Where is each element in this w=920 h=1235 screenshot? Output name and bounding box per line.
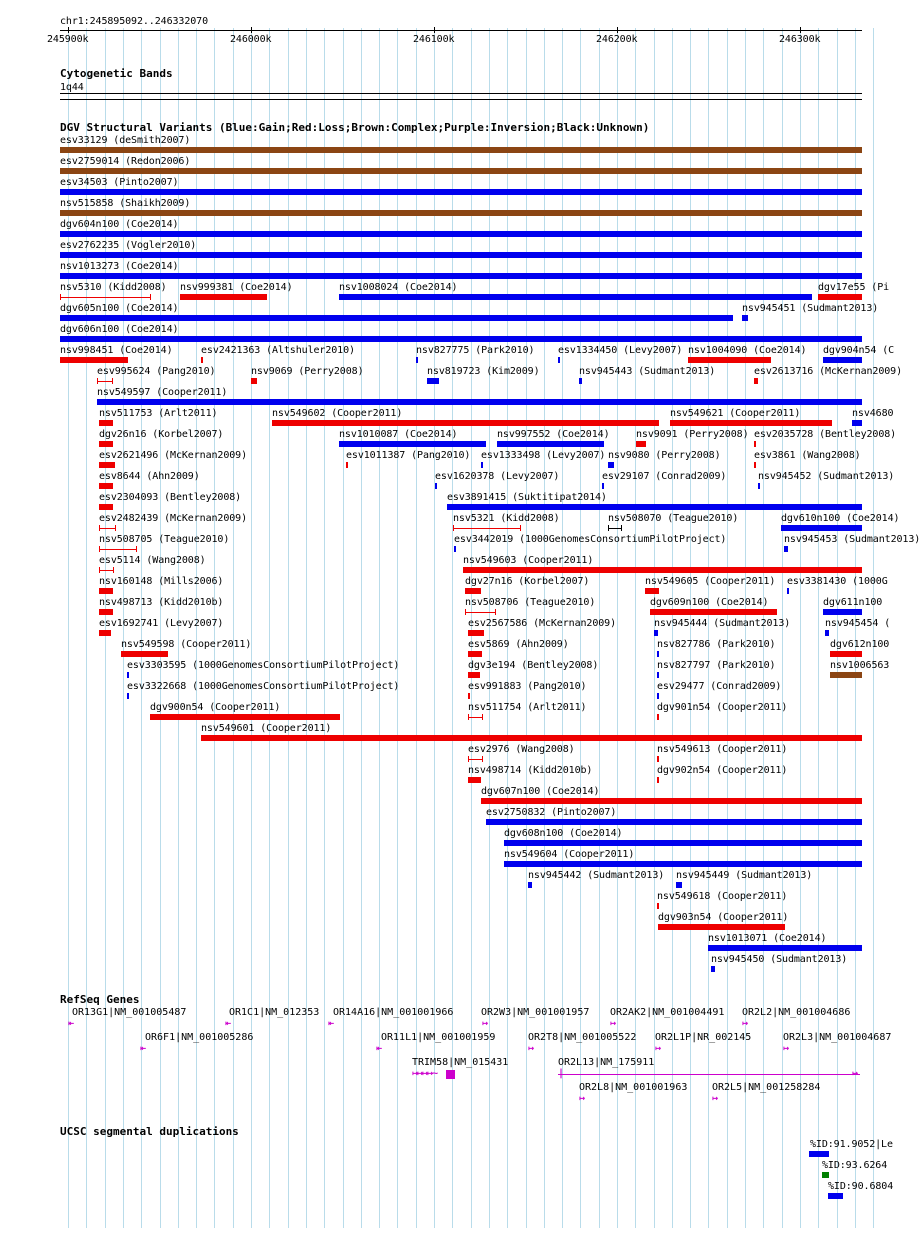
variant-label[interactable]: dgv612n100 (830, 639, 890, 650)
segdup-label[interactable]: %ID:90.6804 (828, 1181, 894, 1192)
gene-arrow-right-icon: ↦ (852, 1068, 859, 1079)
variant-feature[interactable] (657, 714, 659, 720)
grid-line (800, 28, 801, 1228)
gene-label[interactable]: OR11L1|NM_001001959 (381, 1032, 496, 1043)
position-label: chr1:245895092..246332070 (60, 16, 209, 27)
variant-feature[interactable] (468, 717, 482, 718)
variant-feature-end (99, 525, 100, 531)
variant-feature[interactable] (468, 630, 484, 636)
variant-label[interactable]: dgv902n54 (Cooper2011) (657, 765, 788, 776)
cytoband-band-top[interactable] (60, 93, 862, 94)
variant-label[interactable]: nsv4680 (852, 408, 894, 419)
variant-label[interactable]: esv3322668 (1000GenomesConsortiumPilotProject) (127, 681, 400, 692)
grid-line (343, 28, 344, 1228)
variant-feature-end (99, 546, 100, 552)
gene-label[interactable]: OR14A16|NM_001001966 (333, 1007, 454, 1018)
variant-feature-end (453, 525, 454, 531)
segdup-feature[interactable] (828, 1193, 843, 1199)
grid-line (397, 28, 398, 1228)
variant-feature[interactable] (99, 609, 113, 615)
variant-label[interactable]: esv1011387 (Pang2010) (346, 450, 471, 461)
variant-label[interactable]: dgv26n16 (Korbel2007) (99, 429, 224, 440)
gene-arrow-right-icon[interactable]: ↦ (783, 1043, 790, 1054)
variant-feature-end (97, 378, 98, 384)
variant-feature[interactable] (99, 570, 113, 571)
variant-feature[interactable] (481, 462, 483, 468)
variant-feature-end (468, 756, 469, 762)
variant-label[interactable]: nsv945442 (Sudmant2013) (528, 870, 665, 881)
variant-feature[interactable] (657, 756, 659, 762)
gene-label[interactable]: OR2T8|NM_001005522 (528, 1032, 637, 1043)
variant-feature[interactable] (676, 882, 682, 888)
gene-arrow-right-icon[interactable]: ↦ (712, 1093, 719, 1104)
gene-arrow-right-icon[interactable]: ↦ (528, 1043, 535, 1054)
variant-label[interactable]: esv3381430 (1000G (787, 576, 888, 587)
variant-feature[interactable] (180, 294, 267, 300)
variant-feature[interactable] (150, 714, 340, 720)
variant-feature[interactable] (711, 966, 715, 972)
variant-label[interactable]: esv1334450 (Levy2007) (558, 345, 683, 356)
variant-label[interactable]: dgv609n100 (Coe2014) (650, 597, 769, 608)
variant-label[interactable]: dgv903n54 (Cooper2011) (658, 912, 789, 923)
variant-feature[interactable] (99, 504, 113, 510)
gene-label[interactable]: OR2L2|NM_001004686 (742, 1007, 851, 1018)
variant-label[interactable]: dgv27n16 (Korbel2007) (465, 576, 590, 587)
variant-feature[interactable] (99, 549, 136, 550)
grid-line (635, 28, 636, 1228)
variant-label[interactable]: esv2976 (Wang2008) (468, 744, 575, 755)
variant-label[interactable]: nsv549597 (Cooper2011) (97, 387, 228, 398)
variant-label[interactable]: nsv9069 (Perry2008) (251, 366, 364, 377)
ruler-tick (251, 27, 252, 33)
variant-label[interactable]: nsv498714 (Kidd2010b) (468, 765, 593, 776)
variant-feature[interactable] (504, 840, 862, 846)
grid-line (269, 28, 270, 1228)
variant-feature[interactable] (658, 924, 785, 930)
variant-feature[interactable] (465, 612, 495, 613)
variant-label[interactable]: nsv549621 (Cooper2011) (670, 408, 801, 419)
variant-label[interactable]: nsv511753 (Arlt2011) (99, 408, 218, 419)
variant-feature[interactable] (787, 588, 789, 594)
variant-feature[interactable] (272, 420, 659, 426)
variant-label[interactable]: nsv819723 (Kim2009) (427, 366, 540, 377)
variant-label[interactable]: nsv945444 (Sudmant2013) (654, 618, 791, 629)
variant-feature[interactable] (670, 420, 832, 426)
variant-label[interactable]: nsv945451 (Sudmant2013) (742, 303, 879, 314)
variant-feature[interactable] (60, 336, 862, 342)
variant-label[interactable]: dgv607n100 (Coe2014) (481, 786, 600, 797)
variant-label[interactable]: esv2750832 (Pinto2007) (486, 807, 617, 818)
variant-feature-end (621, 525, 622, 531)
variant-label[interactable]: nsv827797 (Park2010) (657, 660, 776, 671)
variant-feature[interactable] (468, 777, 481, 783)
variant-label[interactable]: nsv549601 (Cooper2011) (201, 723, 332, 734)
variant-label[interactable]: nsv945453 (Sudmant2013) (784, 534, 920, 545)
variant-feature[interactable] (657, 693, 659, 699)
variant-label[interactable]: nsv549605 (Cooper2011) (645, 576, 776, 587)
variant-feature[interactable] (602, 483, 604, 489)
variant-feature[interactable] (339, 294, 812, 300)
variant-label[interactable]: dgv611n100 (823, 597, 883, 608)
variant-feature-end (115, 525, 116, 531)
variant-feature[interactable] (427, 378, 439, 384)
variant-feature[interactable] (99, 462, 115, 468)
variant-feature[interactable] (453, 528, 520, 529)
ruler-tick-label: 246000k (230, 34, 272, 45)
variant-label[interactable]: nsv945452 (Sudmant2013) (758, 471, 895, 482)
variant-label[interactable]: nsv515858 (Shaikh2009) (60, 198, 191, 209)
variant-feature[interactable] (251, 378, 257, 384)
variant-label[interactable]: nsv945450 (Sudmant2013) (711, 954, 848, 965)
grid-line (617, 28, 618, 1228)
segdup-track-title[interactable]: UCSC segmental duplications (60, 1125, 239, 1138)
variant-label[interactable]: dgv904n54 (C (823, 345, 895, 356)
variant-label[interactable]: esv2035728 (Bentley2008) (754, 429, 897, 440)
variant-feature-end (520, 525, 521, 531)
variant-label[interactable]: dgv605n100 (Coe2014) (60, 303, 179, 314)
variant-feature-end (113, 567, 114, 573)
variant-label[interactable]: dgv610n100 (Coe2014) (781, 513, 900, 524)
variant-label[interactable]: nsv998451 (Coe2014) (60, 345, 173, 356)
variant-feature[interactable] (465, 588, 481, 594)
variant-label[interactable]: esv2759014 (Redon2006) (60, 156, 191, 167)
dgv-track-title[interactable]: DGV Structural Variants (Blue:Gain;Red:Loss;Brown:Complex;Purple:Inversion;Black:Unknown) (60, 121, 650, 134)
variant-label[interactable]: esv1333498 (Levy2007) (481, 450, 606, 461)
variant-label[interactable]: esv2421363 (Altshuler2010) (201, 345, 355, 356)
variant-label[interactable]: nsv945443 (Sudmant2013) (579, 366, 716, 377)
variant-feature-end (99, 567, 100, 573)
variant-feature[interactable] (60, 189, 862, 195)
variant-label[interactable]: esv3891415 (Suktitipat2014) (447, 492, 607, 503)
variant-label[interactable]: nsv1006563 (830, 660, 890, 671)
variant-label[interactable]: esv995624 (Pang2010) (97, 366, 216, 377)
variant-feature[interactable] (579, 378, 582, 384)
variant-feature[interactable] (468, 759, 482, 760)
variant-label[interactable]: dgv900n54 (Cooper2011) (150, 702, 281, 713)
variant-feature[interactable] (99, 528, 115, 529)
variant-feature[interactable] (60, 210, 862, 216)
variant-feature[interactable] (818, 294, 862, 300)
variant-feature[interactable] (99, 630, 111, 636)
variant-feature-end (465, 609, 466, 615)
variant-feature[interactable] (830, 672, 862, 678)
variant-label[interactable]: nsv508706 (Teague2010) (465, 597, 596, 608)
variant-feature-end (482, 756, 483, 762)
variant-label[interactable]: dgv3e194 (Bentley2008) (468, 660, 599, 671)
variant-label[interactable]: nsv549603 (Cooper2011) (463, 555, 594, 566)
variant-label[interactable]: esv33129 (deSmith2007) (60, 135, 191, 146)
variant-label[interactable]: nsv549604 (Cooper2011) (504, 849, 635, 860)
gene-arrow-right-icon[interactable]: ↦ (482, 1018, 489, 1029)
ruler-line (60, 30, 862, 31)
variant-feature-end (608, 525, 609, 531)
variant-feature[interactable] (60, 315, 733, 321)
variant-feature[interactable] (201, 735, 862, 741)
ruler-tick (434, 27, 435, 33)
variant-feature[interactable] (60, 147, 862, 153)
variant-label[interactable]: esv3442019 (1000GenomesConsortiumPilotProject) (454, 534, 727, 545)
gene-arrow-left-icon[interactable]: ⇤ (225, 1018, 232, 1029)
variant-feature[interactable] (754, 378, 758, 384)
variant-label[interactable]: esv5869 (Ahn2009) (468, 639, 569, 650)
grid-line (324, 28, 325, 1228)
gene-label[interactable]: OR2L8|NM_001001963 (579, 1082, 688, 1093)
variant-label[interactable]: nsv1004090 (Coe2014) (688, 345, 807, 356)
variant-label[interactable]: dgv17e55 (Pi (818, 282, 890, 293)
variant-label[interactable]: nsv549598 (Cooper2011) (121, 639, 252, 650)
variant-feature[interactable] (558, 357, 560, 363)
variant-feature[interactable] (60, 357, 128, 363)
grid-line (251, 28, 252, 1228)
grid-line (306, 28, 307, 1228)
variant-feature[interactable] (754, 441, 756, 447)
variant-feature[interactable] (454, 546, 456, 552)
gene-arrow-right-icon[interactable]: ↦ (610, 1018, 617, 1029)
variant-label[interactable]: dgv608n100 (Coe2014) (504, 828, 623, 839)
variant-feature[interactable] (97, 381, 112, 382)
variant-feature-end (482, 714, 483, 720)
variant-label[interactable]: esv2567586 (McKernan2009) (468, 618, 617, 629)
grid-line (434, 28, 435, 1228)
variant-feature[interactable] (99, 420, 113, 426)
variant-label[interactable]: nsv945454 ( (825, 618, 891, 629)
variant-feature[interactable] (650, 609, 777, 615)
variant-label[interactable]: nsv5321 (Kidd2008) (453, 513, 560, 524)
variant-feature[interactable] (201, 357, 203, 363)
variant-feature[interactable] (830, 651, 862, 657)
ruler-tick-label: 246100k (413, 34, 455, 45)
variant-feature[interactable] (339, 441, 486, 447)
grid-line (288, 28, 289, 1228)
variant-feature-end (495, 609, 496, 615)
gene-label[interactable]: TRIM58|NM_015431 (412, 1057, 509, 1068)
grid-line (452, 28, 453, 1228)
variant-feature[interactable] (654, 630, 658, 636)
variant-label[interactable]: nsv1013071 (Coe2014) (708, 933, 827, 944)
variant-label[interactable]: esv2621496 (McKernan2009) (99, 450, 248, 461)
gene-label[interactable]: OR2AK2|NM_001004491 (610, 1007, 725, 1018)
variant-feature[interactable] (127, 672, 129, 678)
variant-feature[interactable] (60, 231, 862, 237)
variant-label[interactable]: esv3303595 (1000GenomesConsortiumPilotProject) (127, 660, 400, 671)
variant-feature[interactable] (60, 168, 862, 174)
variant-label[interactable]: esv29107 (Conrad2009) (602, 471, 727, 482)
variant-feature[interactable] (60, 273, 862, 279)
variant-label[interactable]: nsv997552 (Coe2014) (497, 429, 610, 440)
variant-label[interactable]: nsv511754 (Arlt2011) (468, 702, 587, 713)
gene-arrow-right-icon[interactable]: ↦ (655, 1043, 662, 1054)
gene-arrow-right-icon[interactable]: ↦ (742, 1018, 749, 1029)
variant-feature[interactable] (447, 504, 862, 510)
variant-label[interactable]: nsv827786 (Park2010) (657, 639, 776, 650)
cytoband-label: 1q44 (60, 82, 84, 93)
variant-label[interactable]: nsv549618 (Cooper2011) (657, 891, 788, 902)
ruler-tick (617, 27, 618, 33)
ruler-tick-label: 246200k (596, 34, 638, 45)
variant-feature-end (150, 294, 151, 300)
variant-feature[interactable] (784, 546, 788, 552)
gene-arrow-left-icon[interactable]: ⇤ (68, 1018, 75, 1029)
gene-label[interactable]: OR2W3|NM_001001957 (481, 1007, 590, 1018)
variant-label[interactable]: nsv5310 (Kidd2008) (60, 282, 167, 293)
variant-feature[interactable] (60, 297, 150, 298)
variant-feature-end (60, 294, 61, 300)
variant-feature[interactable] (688, 357, 771, 363)
variant-feature[interactable] (758, 483, 760, 489)
segdup-feature[interactable] (822, 1172, 829, 1178)
variant-label[interactable]: dgv606n100 (Coe2014) (60, 324, 179, 335)
variant-feature[interactable] (463, 567, 862, 573)
grid-line (416, 28, 417, 1228)
variant-feature[interactable] (657, 672, 659, 678)
variant-feature[interactable] (504, 861, 862, 867)
variant-feature[interactable] (99, 483, 113, 489)
gene-exons-icon[interactable]: ↦↦↦↦~ (412, 1068, 438, 1079)
grid-line (361, 28, 362, 1228)
variant-feature[interactable] (645, 588, 659, 594)
variant-label[interactable]: esv2613716 (McKernan2009) (754, 366, 903, 377)
variant-label[interactable]: nsv1013273 (Coe2014) (60, 261, 179, 272)
gene-label[interactable]: OR6F1|NM_001005286 (145, 1032, 254, 1043)
variant-label[interactable]: esv5114 (Wang2008) (99, 555, 206, 566)
ruler-tick-label: 245900k (47, 34, 89, 45)
variant-feature[interactable] (99, 588, 113, 594)
variant-label[interactable]: nsv9080 (Perry2008) (608, 450, 721, 461)
gene-label[interactable]: OR13G1|NM_001005487 (72, 1007, 187, 1018)
gene-arrow-left-icon[interactable]: ⇤ (376, 1043, 383, 1054)
variant-label[interactable]: esv2762235 (Vogler2010) (60, 240, 197, 251)
variant-label[interactable]: nsv1010087 (Coe2014) (339, 429, 458, 440)
variant-label[interactable]: esv2304093 (Bentley2008) (99, 492, 242, 503)
variant-feature[interactable] (528, 882, 532, 888)
variant-feature[interactable] (121, 651, 168, 657)
variant-feature[interactable] (468, 651, 482, 657)
gene-label[interactable]: OR1C1|NM_012353 (229, 1007, 320, 1018)
variant-label[interactable]: esv991883 (Pang2010) (468, 681, 587, 692)
gene-arrow-left-icon[interactable]: ⇤ (328, 1018, 335, 1029)
variant-label[interactable]: dgv901n54 (Cooper2011) (657, 702, 788, 713)
gene-arrow-left-icon[interactable]: ⇤ (140, 1043, 147, 1054)
variant-feature[interactable] (823, 609, 862, 615)
variant-feature[interactable] (823, 357, 862, 363)
variant-feature[interactable] (608, 528, 621, 529)
variant-feature[interactable] (486, 819, 862, 825)
grid-line (818, 28, 819, 1228)
variant-feature-end (136, 546, 137, 552)
variant-label[interactable]: nsv549602 (Cooper2011) (272, 408, 403, 419)
variant-feature-end (468, 714, 469, 720)
variant-feature[interactable] (657, 651, 659, 657)
variant-label[interactable]: nsv945449 (Sudmant2013) (676, 870, 813, 881)
variant-feature[interactable] (781, 525, 862, 531)
cytoband-band-bottom (60, 99, 862, 100)
refseq-track-title[interactable]: RefSeq Genes (60, 993, 140, 1006)
variant-feature[interactable] (657, 777, 659, 783)
variant-label[interactable]: esv8644 (Ahn2009) (99, 471, 200, 482)
variant-label[interactable]: nsv160148 (Mills2006) (99, 576, 224, 587)
grid-line (233, 28, 234, 1228)
variant-feature-end (112, 378, 113, 384)
variant-feature[interactable] (708, 945, 862, 951)
variant-label[interactable]: nsv9091 (Perry2008) (636, 429, 749, 440)
ruler-tick (800, 27, 801, 33)
variant-feature[interactable] (468, 672, 480, 678)
variant-label[interactable]: nsv508070 (Teague2010) (608, 513, 739, 524)
variant-feature[interactable] (346, 462, 348, 468)
variant-feature[interactable] (416, 357, 418, 363)
gene-arrow-right-icon[interactable]: ↦ (579, 1093, 586, 1104)
variant-label[interactable]: esv34503 (Pinto2007) (60, 177, 179, 188)
variant-label[interactable]: nsv1008024 (Coe2014) (339, 282, 458, 293)
variant-label[interactable]: esv2482439 (McKernan2009) (99, 513, 248, 524)
variant-label[interactable]: dgv604n100 (Coe2014) (60, 219, 179, 230)
variant-label[interactable]: nsv999381 (Coe2014) (180, 282, 293, 293)
gene-label[interactable]: OR2L5|NM_001258284 (712, 1082, 821, 1093)
gene-label[interactable]: OR2L1P|NR_002145 (655, 1032, 752, 1043)
variant-feature[interactable] (60, 252, 862, 258)
variant-feature[interactable] (468, 693, 470, 699)
gene-label[interactable]: OR2L3|NM_001004687 (783, 1032, 892, 1043)
gene-label[interactable]: OR2L13|NM_175911 (558, 1057, 655, 1068)
gene-start-icon: | (558, 1068, 565, 1079)
variant-feature[interactable] (127, 693, 129, 699)
segdup-feature[interactable] (809, 1151, 829, 1157)
variant-feature[interactable] (742, 315, 748, 321)
cytoband-track-title[interactable]: Cytogenetic Bands (60, 67, 173, 80)
variant-feature[interactable] (99, 441, 113, 447)
variant-feature[interactable] (825, 630, 829, 636)
gene-exon-block[interactable] (446, 1070, 455, 1079)
variant-feature[interactable] (852, 420, 862, 426)
variant-feature[interactable] (754, 462, 756, 468)
segdup-label[interactable]: %ID:93.6264 (822, 1160, 888, 1171)
variant-label[interactable]: esv1692741 (Levy2007) (99, 618, 224, 629)
variant-feature[interactable] (481, 798, 862, 804)
variant-label[interactable]: esv1620378 (Levy2007) (435, 471, 560, 482)
variant-label[interactable]: nsv508705 (Teague2010) (99, 534, 230, 545)
ruler-tick (68, 27, 69, 33)
gene-intron-line[interactable] (558, 1074, 860, 1075)
ruler-tick-label: 246300k (779, 34, 821, 45)
variant-feature[interactable] (97, 399, 862, 405)
variant-feature[interactable] (657, 903, 659, 909)
variant-label[interactable]: nsv549613 (Cooper2011) (657, 744, 788, 755)
variant-label[interactable]: nsv498713 (Kidd2010b) (99, 597, 224, 608)
variant-label[interactable]: nsv827775 (Park2010) (416, 345, 535, 356)
variant-feature[interactable] (497, 441, 604, 447)
variant-label[interactable]: esv3861 (Wang2008) (754, 450, 861, 461)
variant-feature[interactable] (435, 483, 437, 489)
variant-feature[interactable] (636, 441, 646, 447)
variant-label[interactable]: esv29477 (Conrad2009) (657, 681, 782, 692)
variant-feature[interactable] (608, 462, 614, 468)
segdup-label[interactable]: %ID:91.9052|Le (810, 1139, 893, 1150)
